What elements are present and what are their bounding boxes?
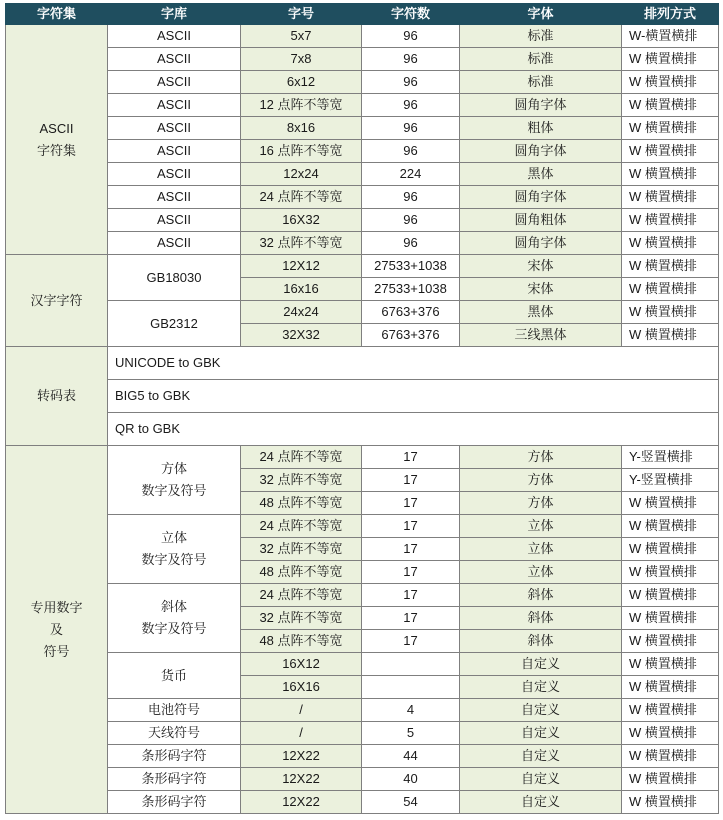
cell-library: ASCII [108,232,241,255]
group-special-line3: 符号 [43,643,70,659]
cell-size: 16X12 [241,653,362,676]
cell-font: 立体 [460,515,622,538]
cell-conversion: BIG5 to GBK [108,380,719,413]
table-row [6,745,719,768]
cell-arrangement: W 横置横排 [622,653,719,676]
header-count: 字符数 [362,4,460,25]
cell-arrangement: W 横置横排 [622,140,719,163]
cell-font: 斜体 [460,630,622,653]
cell-count: 96 [362,232,460,255]
cell-count: 96 [362,94,460,117]
group-conversion: 转码表 [6,347,108,446]
cell-font: 自定义 [460,768,622,791]
cell-size: 16X32 [241,209,362,232]
cell-size: 16X16 [241,676,362,699]
cell-font: 标准 [460,71,622,94]
table-row [6,25,719,48]
cell-library-solid [108,515,241,584]
cell-arrangement: W 横置横排 [622,94,719,117]
cell-arrangement: W 横置横排 [622,71,719,94]
cell-size: / [241,722,362,745]
cell-library: ASCII [108,140,241,163]
cell-size: 32 点阵不等宽 [241,538,362,561]
cell-font: 斜体 [460,607,622,630]
cell-arrangement: W 横置横排 [622,538,719,561]
cell-count: 4 [362,699,460,722]
cell-font: 圆角字体 [460,186,622,209]
cell-size: 24 点阵不等宽 [241,584,362,607]
cell-size: 24 点阵不等宽 [241,515,362,538]
cell-font: 自定义 [460,676,622,699]
cell-count: 17 [362,492,460,515]
table-row [6,347,719,380]
cell-arrangement: W 横置横排 [622,117,719,140]
cell-count: 17 [362,630,460,653]
cell-count: 40 [362,768,460,791]
cell-arrangement: W 横置横排 [622,745,719,768]
italic-label-line1: 斜体 [160,599,187,614]
cell-arrangement: W 横置横排 [622,561,719,584]
solid-label-line1: 立体 [160,530,187,545]
cell-arrangement: W 横置横排 [622,324,719,347]
cell-library: ASCII [108,186,241,209]
cell-arrangement: W 横置横排 [622,768,719,791]
cell-library-square [108,446,241,515]
cell-library: 天线符号 [108,722,241,745]
cell-count: 27533+1038 [362,255,460,278]
cell-arrangement: W 横置横排 [622,676,719,699]
cell-count: 96 [362,25,460,48]
table-row [6,446,719,469]
italic-label-line2: 数字及符号 [141,621,207,636]
cell-library: ASCII [108,25,241,48]
cell-library-gb18030: GB18030 [108,255,241,301]
cell-count: 224 [362,163,460,186]
cell-library: 条形码字符 [108,745,241,768]
cell-size: 7x8 [241,48,362,71]
cell-arrangement: W 横置横排 [622,791,719,814]
group-ascii-line2: 字符集 [36,142,76,158]
cell-library-italic [108,584,241,653]
cell-arrangement: W 横置横排 [622,515,719,538]
cell-font: 标准 [460,25,622,48]
cell-count: 17 [362,515,460,538]
cell-conversion: QR to GBK [108,413,719,446]
cell-count: 96 [362,48,460,71]
cell-size: 16x16 [241,278,362,301]
cell-size: 12x24 [241,163,362,186]
cell-count: 96 [362,186,460,209]
table-row [6,94,719,117]
cell-font: 圆角字体 [460,94,622,117]
table-row [6,232,719,255]
cell-size: 48 点阵不等宽 [241,561,362,584]
header-row [6,4,719,25]
cell-font: 三线黑体 [460,324,622,347]
cell-arrangement: W 横置横排 [622,630,719,653]
cell-library: ASCII [108,117,241,140]
cell-count: 17 [362,584,460,607]
table-row [6,71,719,94]
cell-size: 12X22 [241,745,362,768]
cell-font: 方体 [460,492,622,515]
cell-library: ASCII [108,71,241,94]
cell-count: 96 [362,140,460,163]
table-row [6,209,719,232]
solid-label-line2: 数字及符号 [141,552,207,567]
cell-count: 17 [362,538,460,561]
table-row [6,768,719,791]
cell-count: 17 [362,446,460,469]
cell-arrangement: W-横置横排 [622,25,719,48]
cell-size: 32 点阵不等宽 [241,232,362,255]
cell-count: 17 [362,607,460,630]
cell-library: 条形码字符 [108,768,241,791]
cell-size: / [241,699,362,722]
cell-count: 96 [362,117,460,140]
cell-library: 电池符号 [108,699,241,722]
group-ascii [6,25,108,255]
cell-library-gb2312: GB2312 [108,301,241,347]
cell-count: 96 [362,71,460,94]
table-row [6,140,719,163]
table-row [6,791,719,814]
table-row [6,413,719,446]
table-row [6,48,719,71]
font-spec-table [5,3,719,814]
cell-arrangement: W 横置横排 [622,492,719,515]
cell-count: 27533+1038 [362,278,460,301]
cell-font: 粗体 [460,117,622,140]
table-row [6,301,719,324]
cell-font: 标准 [460,48,622,71]
cell-library: ASCII [108,163,241,186]
cell-size: 24x24 [241,301,362,324]
cell-conversion: UNICODE to GBK [108,347,719,380]
cell-arrangement: Y-竖置横排 [622,469,719,492]
cell-arrangement: W 横置横排 [622,163,719,186]
cell-size: 48 点阵不等宽 [241,492,362,515]
cell-size: 48 点阵不等宽 [241,630,362,653]
cell-size: 32X32 [241,324,362,347]
table-row [6,515,719,538]
cell-font: 自定义 [460,722,622,745]
cell-count: 5 [362,722,460,745]
header-font: 字体 [460,4,622,25]
cell-size: 24 点阵不等宽 [241,446,362,469]
cell-arrangement: W 横置横排 [622,48,719,71]
cell-size: 32 点阵不等宽 [241,469,362,492]
cell-font: 自定义 [460,653,622,676]
cell-font: 立体 [460,538,622,561]
cell-library-currency: 货币 [108,653,241,699]
cell-library: ASCII [108,209,241,232]
cell-count [362,676,460,699]
cell-count: 6763+376 [362,324,460,347]
table-row [6,699,719,722]
cell-count: 44 [362,745,460,768]
group-special [6,446,108,814]
cell-size: 24 点阵不等宽 [241,186,362,209]
table-row [6,186,719,209]
cell-font: 黑体 [460,163,622,186]
cell-font: 圆角字体 [460,140,622,163]
cell-size: 6x12 [241,71,362,94]
header-charset: 字符集 [6,4,108,25]
cell-arrangement: W 横置横排 [622,232,719,255]
cell-count: 54 [362,791,460,814]
table-row [6,117,719,140]
cell-arrangement: W 横置横排 [622,607,719,630]
group-special-line2: 及 [49,621,63,637]
cell-arrangement: W 横置横排 [622,301,719,324]
cell-font: 方体 [460,469,622,492]
cell-arrangement: W 横置横排 [622,699,719,722]
cell-size: 32 点阵不等宽 [241,607,362,630]
cell-font: 宋体 [460,278,622,301]
cell-size: 12 点阵不等宽 [241,94,362,117]
cell-library: 条形码字符 [108,791,241,814]
table-row [6,255,719,278]
table-row [6,584,719,607]
cell-font: 自定义 [460,791,622,814]
cell-font: 自定义 [460,699,622,722]
header-size: 字号 [241,4,362,25]
cell-arrangement: W 横置横排 [622,278,719,301]
cell-arrangement: W 横置横排 [622,584,719,607]
cell-font: 斜体 [460,584,622,607]
cell-size: 5x7 [241,25,362,48]
cell-size: 12X12 [241,255,362,278]
cell-arrangement: W 横置横排 [622,255,719,278]
cell-count: 17 [362,469,460,492]
cell-size: 8x16 [241,117,362,140]
cell-count: 96 [362,209,460,232]
cell-count: 17 [362,561,460,584]
table-row [6,653,719,676]
group-special-line1: 专用数字 [30,599,83,615]
cell-font: 立体 [460,561,622,584]
cell-count [362,653,460,676]
cell-library: ASCII [108,48,241,71]
cell-arrangement: Y-竖置横排 [622,446,719,469]
cell-arrangement: W 横置横排 [622,186,719,209]
cell-font: 黑体 [460,301,622,324]
header-library: 字库 [108,4,241,25]
font-spec-table-container [5,3,718,814]
cell-size: 12X22 [241,791,362,814]
square-label-line1: 方体 [160,461,187,476]
cell-size: 12X22 [241,768,362,791]
table-row [6,722,719,745]
group-ascii-line1: ASCII [39,120,74,136]
cell-font: 宋体 [460,255,622,278]
cell-arrangement: W 横置横排 [622,722,719,745]
table-row [6,163,719,186]
header-arrangement: 排列方式 [622,4,719,25]
table-row [6,380,719,413]
cell-font: 圆角字体 [460,232,622,255]
cell-font: 自定义 [460,745,622,768]
square-label-line2: 数字及符号 [141,483,207,498]
cell-library: ASCII [108,94,241,117]
group-hanzi: 汉字字符 [6,255,108,347]
cell-font: 方体 [460,446,622,469]
cell-size: 16 点阵不等宽 [241,140,362,163]
cell-arrangement: W 横置横排 [622,209,719,232]
cell-font: 圆角粗体 [460,209,622,232]
cell-count: 6763+376 [362,301,460,324]
